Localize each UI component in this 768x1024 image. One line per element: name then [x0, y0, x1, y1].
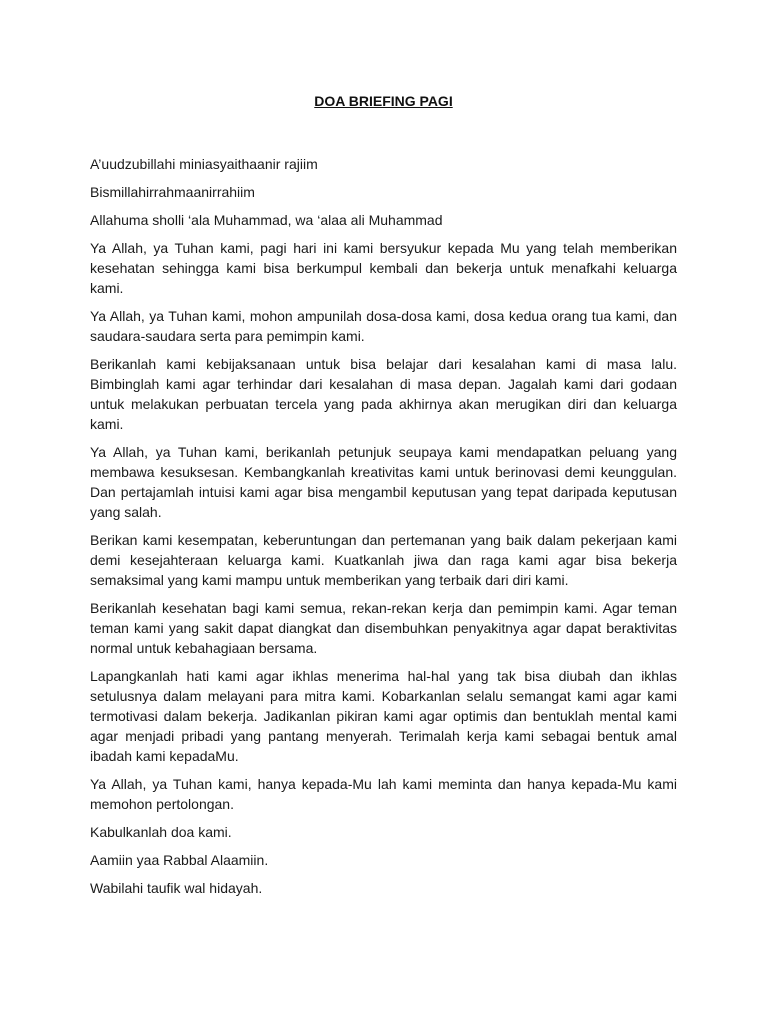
paragraph-ampunan: Ya Allah, ya Tuhan kami, mohon ampunilah dosa-dosa kami, dosa kedua orang tua kami, dan saudara-saudara serta para pemimpin kami.: [90, 308, 677, 344]
document-body: [90, 154, 677, 906]
document-title: DOA BRIEFING PAGI: [314, 93, 453, 109]
paragraph-kesehatan: Berikanlah kesehatan bagi kami semua, rekan-rekan kerja dan pemimpin kami. Agar teman teman kami yang sakit dapat diangkat dan disembuhkan penyakitnya agar dapat beraktivitas normal untuk kebahagiaan bersama.: [90, 600, 677, 656]
paragraph-syukur: Ya Allah, ya Tuhan kami, pagi hari ini kami bersyukur kepada Mu yang telah memberikan kesehatan sehingga kami bisa berkumpul kembali dan bekerja untuk menafkahi keluarga kami.: [90, 240, 677, 296]
paragraph-permohonan: Ya Allah, ya Tuhan kami, hanya kepada-Mu lah kami meminta dan hanya kepada-Mu kami memohon pertolongan.: [90, 776, 677, 812]
paragraph-kesempatan: Berikan kami kesempatan, keberuntungan dan pertemanan yang baik dalam pekerjaan kami demi kesejahteraan keluarga kami. Kuatkanlah jiwa dan raga kami agar bisa bekerja semaksimal yang kami mampu untuk memberikan yang terbaik dari diri kami.: [90, 532, 677, 588]
paragraph-penutup: Wabilahi taufik wal hidayah.: [90, 880, 263, 896]
paragraph-keikhlasan: Lapangkanlah hati kami agar ikhlas menerima hal-hal yang tak bisa diubah dan ikhlas setulusnya dalam melayani para mitra kami. Kobarkanlan selalu semangat kami agar kami termotivasi dalam bekerja. Jadikanlan pikiran kami agar optimis dan bentuklah mental kami agar menjadi pribadi yang pantang menyerah. Terimalah kerja kami sebagai bentuk amal ibadah kami kepadaMu.: [90, 668, 677, 764]
paragraph-sholawat: Allahuma sholli ‘ala Muhammad, wa ‘alaa ali Muhammad: [90, 212, 443, 228]
paragraph-petunjuk: Ya Allah, ya Tuhan kami, berikanlah petunjuk seupaya kami mendapatkan peluang yang membawa kesuksesan. Kembangkanlah kreativitas kami untuk berinovasi demi keunggulan. Dan pertajamlah intuisi kami agar bisa mengambil keputusan yang tepat daripada keputusan yang salah.: [90, 444, 677, 520]
paragraph-kabulkan: Kabulkanlah doa kami.: [90, 824, 232, 840]
paragraph-aamiin: Aamiin yaa Rabbal Alaamiin.: [90, 852, 269, 868]
paragraph-taawudz: A’uudzubillahi miniasyaithaanir rajiim: [90, 156, 318, 172]
paragraph-kebijaksanaan: Berikanlah kami kebijaksanaan untuk bisa belajar dari kesalahan kami di masa lalu. Bimbinglah kami agar terhindar dari kesalahan di masa depan. Jagalah kami dari godaan untuk melakukan perbuatan tercela yang pada akhirnya akan merugikan diri dan keluarga kami.: [90, 356, 677, 432]
paragraph-basmalah: Bismillahirrahmaanirrahiim: [90, 184, 255, 200]
